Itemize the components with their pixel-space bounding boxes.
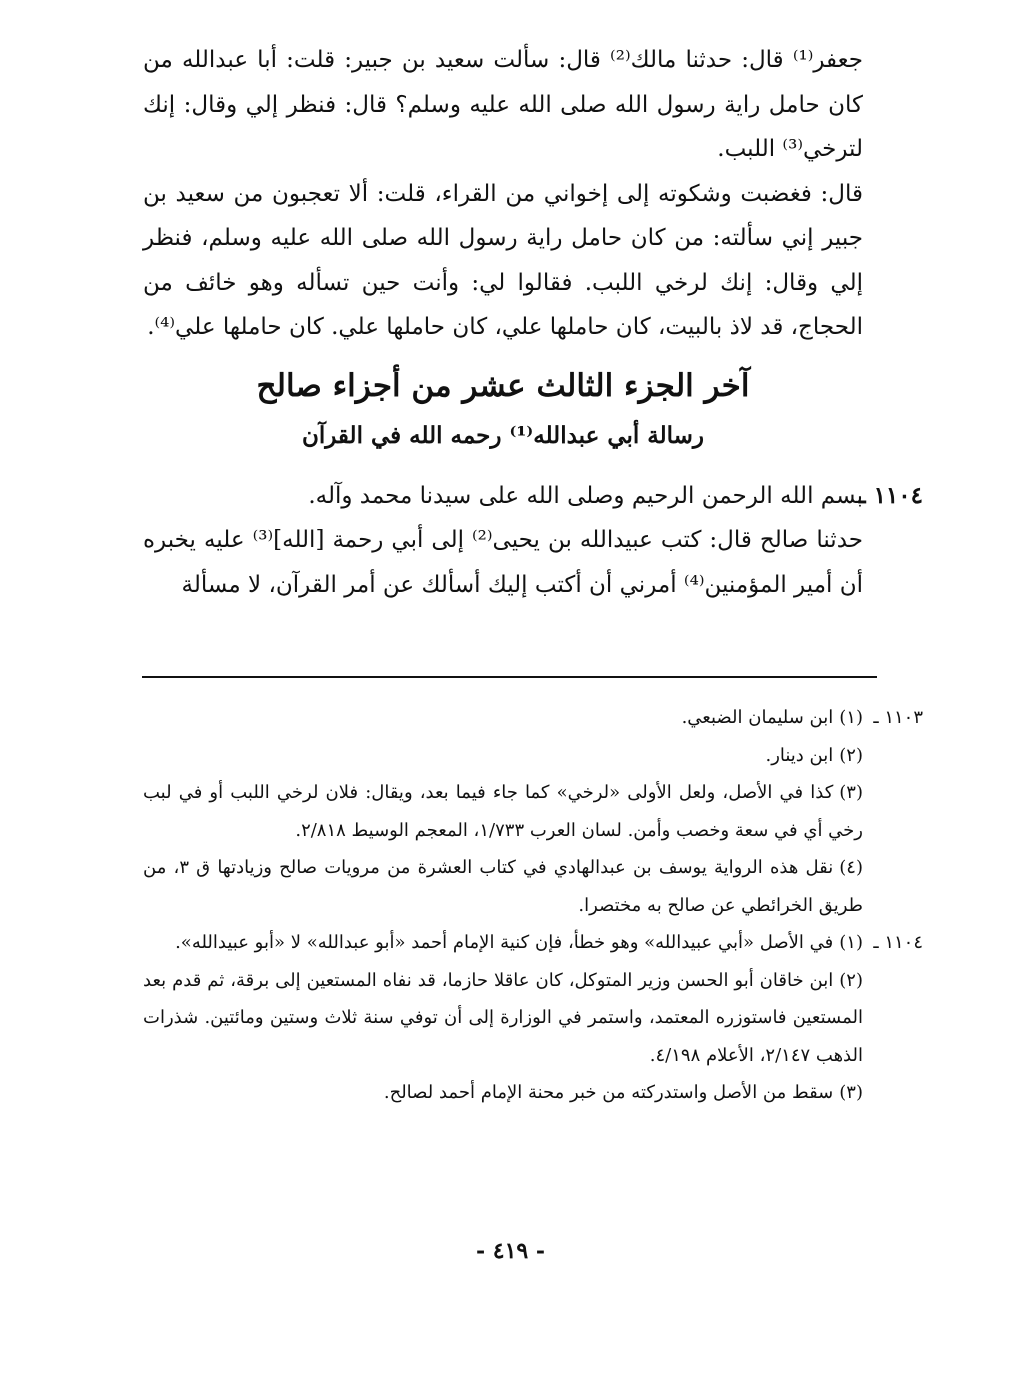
footnote bbox=[143, 924, 923, 962]
footnote bbox=[143, 737, 863, 775]
footnote-text: ابن دينار. bbox=[765, 744, 834, 766]
footnote-text: ابن سليمان الضبعي. bbox=[681, 707, 834, 728]
entry-1104 bbox=[143, 474, 923, 608]
paragraph-2: قال: فغضبت وشكوته إلى إخواني من القراء، قلت: ألا تعجبون من سعيد بن جبير إني سألته: من كان حامل راية رسول الله صلى الله عليه وسلم، فنظر إلي وقال: إنك لرخي اللبب. فقالوا لي: وأنت حين تسأله وهو خائف من الحجاج، قد لاذ بالبيت، كان حاملها علي، كان حاملها علي. كان حاملها علي⁽⁴⁾. bbox=[143, 180, 863, 340]
paragraph-1: جعفر⁽¹⁾ قال: حدثنا مالك⁽²⁾ قال: سألت سعيد بن جبير: قلت: أبا عبدالله من كان حامل راية رسول الله صلى الله عليه وسلم؟ قال: فنظر إلي وقال: إنك لترخي⁽³⁾ اللبب. bbox=[143, 47, 863, 162]
footnote-label: (٢) bbox=[839, 969, 863, 991]
footnote-label: (١) bbox=[839, 932, 863, 953]
footnote-label: (٣) bbox=[839, 1082, 863, 1103]
footnote-divider bbox=[142, 676, 877, 678]
footnote bbox=[143, 1074, 863, 1112]
footnote-text: نقل هذه الرواية يوسف بن عبدالهادي في كتاب العشرة من مرويات صالح وزيادتها ق ٣، من طريق الخرائطي عن صالح به مختصرا. bbox=[143, 857, 863, 916]
entry-text: حدثنا صالح قال: كتب عبيدالله بن يحيى⁽²⁾ إلى أبي رحمة [الله]⁽³⁾ عليه يخبره أن أمير المؤمنين⁽⁴⁾ أمرني أن أكتب إليك أسألك عن أمر القرآن، لا مسألة bbox=[143, 527, 863, 598]
main-text bbox=[143, 38, 923, 607]
risala-title: رسالة أبي عبدالله⁽¹⁾ رحمه الله في القرآن bbox=[301, 421, 705, 449]
entry-number: ١١٠٤ ـ bbox=[858, 481, 923, 509]
footnote bbox=[143, 849, 863, 924]
footnote-group: ١١٠٤ ـ bbox=[873, 932, 923, 953]
basmala-line: بسم الله الرحمن الرحيم وصلى الله على سيدنا محمد وآله. bbox=[308, 482, 863, 509]
footnote-text: في الأصل «أبي عبيدالله» وهو خطأ، فإن كنية الإمام أحمد «أبو عبدالله» لا «أبو عبيدالله». bbox=[175, 932, 834, 953]
footnote-text: سقط من الأصل واستدركته من خبر محنة الإمام أحمد لصالح. bbox=[383, 1082, 834, 1103]
footnote bbox=[143, 699, 923, 737]
footnote-label: (٤) bbox=[839, 857, 863, 878]
footnote-label: (١) bbox=[839, 707, 863, 728]
footnotes bbox=[143, 699, 923, 1112]
page-number: - ٤١٩ - bbox=[475, 1238, 546, 1264]
footnote-label: (٣) bbox=[839, 782, 863, 803]
footnote bbox=[143, 774, 863, 849]
footnote-label: (٢) bbox=[839, 744, 863, 766]
footnote-group: ١١٠٣ ـ bbox=[873, 707, 923, 728]
footnote-text: ابن خاقان أبو الحسن وزير المتوكل، كان عاقلا حازما، قد نفاه المستعين إلى برقة، ثم قدم بعد المستعين فاستوزره المعتمد، واستمر في الوزارة إلى أن توفي سنة ثلاث وستين ومائتين. شذرات الذهب ٢/١٤٧، الأعلام ٤/١٩٨. bbox=[143, 969, 864, 1066]
section-end-heading: آخر الجزء الثالث عشر من أجزاء صالح bbox=[256, 367, 750, 404]
footnote bbox=[143, 962, 863, 1075]
footnote-text: كذا في الأصل، ولعل الأولى «لرخي» كما جاء فيما بعد، ويقال: فلان لرخي اللبب أو في لبب رخي أي في سعة وخصب وأمن. لسان العرب ١/٧٣٣، المعجم الوسيط ٢/٨١٨. bbox=[143, 782, 863, 841]
